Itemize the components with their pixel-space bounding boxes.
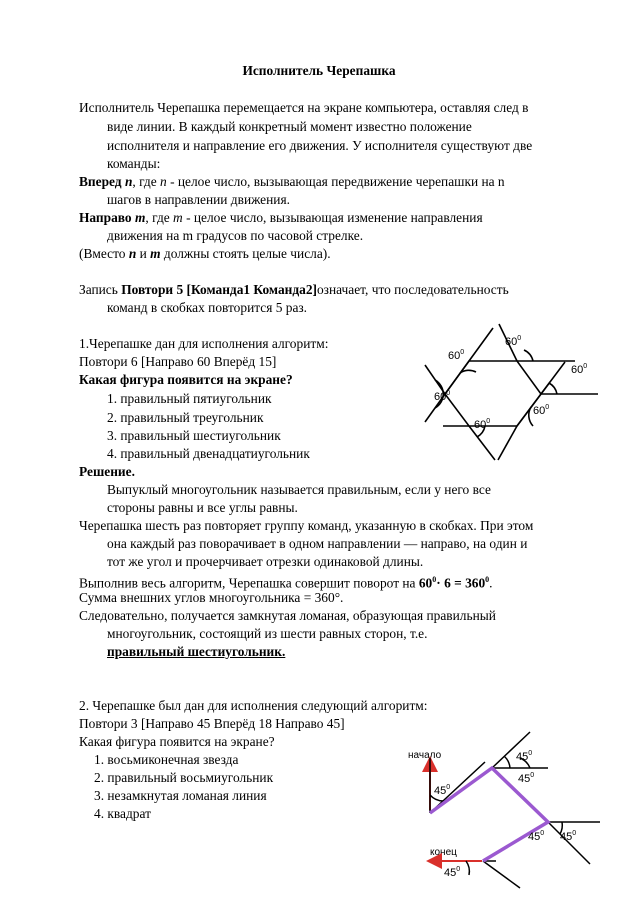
repeat-line (79, 281, 509, 299)
right-var2: m (173, 210, 183, 225)
task1-heading: 1.Черепашке дан для исполнения алгоритм: (79, 336, 329, 351)
angle-label: $60^0$ (505, 335, 522, 348)
right-rest: - целое число, вызывающая изменение направления (182, 210, 483, 225)
right-label: Направо (79, 210, 132, 225)
note-a: (Вместо (79, 246, 129, 261)
command-right (79, 209, 483, 227)
degree-mark: 0 (432, 575, 437, 584)
solution-value: · 6 = 360 (436, 575, 486, 591)
forward-rest: - целое число, вызывающая передвижение черепашки на n (166, 174, 505, 189)
note-n: n (128, 246, 137, 261)
task2-question: Какая фигура появится на экране? (79, 734, 275, 749)
task1-option: 4. правильный двенадцатиугольник (107, 446, 310, 461)
task1-algorithm: Повтори 6 [Направо 60 Вперёд 15] (79, 354, 277, 369)
solution-value: 60 (418, 575, 433, 591)
start-label: начало (408, 750, 442, 761)
repeat-bold: Повтори 5 [Команда1 Команда2] (121, 282, 317, 297)
note-line (79, 245, 331, 263)
repeat-line2: команд в скобках повторится 5 раз. (107, 300, 308, 315)
solution-line: она каждый раз поворачивает в одном направлении — направо, на один и (107, 536, 528, 551)
angle-label: $45^0$ (516, 750, 533, 763)
task1-option: 2. правильный треугольник (107, 410, 264, 425)
solution-end: . (489, 575, 493, 591)
task2-heading: 2. Черепашке был дан для исполнения следующий алгоритм: (79, 698, 428, 713)
forward-var: n (124, 174, 133, 189)
solution-line: тот же угол и прочерчивает отрезки одинаковой длины. (107, 554, 424, 569)
angle-label: $60^0$ (448, 349, 465, 362)
hexagon-shape (445, 361, 541, 426)
right-mid: , где (145, 210, 174, 225)
angle-label: $60^0$ (434, 390, 451, 403)
angle-label: $60^0$ (571, 363, 588, 376)
note-c: должны стоять целые числа). (160, 246, 331, 261)
end-label: конец (430, 847, 457, 858)
note-m: m (150, 246, 161, 261)
angle-label: $60^0$ (533, 404, 550, 417)
angle-label: $45^0$ (444, 866, 461, 879)
right-desc: движения на m градусов по часовой стрелке. (107, 228, 364, 243)
solution-answer: правильный шестиугольник. (107, 644, 286, 659)
repeat-c: означает, что последовательность (316, 282, 509, 297)
hexagon-diagram (405, 322, 605, 462)
page-title: Исполнитель Черепашка (242, 63, 396, 78)
zigzag-diagram (400, 728, 615, 893)
solution-line: Следовательно, получается замкнутая ломаная, образующая правильный (79, 608, 496, 623)
angle-label: $45^0$ (434, 784, 451, 797)
task1-option: 1. правильный пятиугольник (107, 391, 272, 406)
solution-line: Сумма внешних углов многоугольника = 360°. (79, 590, 344, 605)
angle-label: $45^0$ (528, 830, 545, 843)
note-b: и (136, 246, 151, 261)
angle-label: $45^0$ (560, 830, 577, 843)
solution-text: Выполнив весь алгоритм, Черепашка совершит поворот на (79, 575, 419, 591)
task2-algorithm: Повтори 3 [Направо 45 Вперёд 18 Направо 45] (79, 716, 345, 731)
task2-option: 3. незамкнутая ломаная линия (94, 788, 267, 803)
forward-var2: n (160, 174, 167, 189)
intro-line: виде линии. В каждый конкретный момент известно положение (107, 119, 472, 134)
forward-label: Вперед (79, 174, 122, 189)
repeat-a: Запись (79, 282, 122, 297)
solution-label: Решение. (79, 464, 135, 479)
command-forward (79, 173, 505, 191)
forward-desc: шагов в направлении движения. (107, 192, 290, 207)
task2-option: 4. квадрат (94, 806, 151, 821)
solution-line: Выпуклый многоугольник называется правильным, если у него все (107, 482, 491, 497)
task1-option: 3. правильный шестиугольник (107, 428, 281, 443)
task2-option: 2. правильный восьмиугольник (94, 770, 274, 785)
task2-option: 1. восьмиконечная звезда (94, 752, 239, 767)
intro-line: Исполнитель Черепашка перемещается на экране компьютера, оставляя след в (79, 100, 529, 115)
forward-mid: , где (132, 174, 161, 189)
solution-line: многоугольник, состоящий из шести равных сторон, т.е. (107, 626, 428, 641)
angle-label: $60^0$ (474, 418, 491, 431)
right-var: m (135, 210, 146, 225)
solution-line: Черепашка шесть раз повторяет группу команд, указанную в скобках. При этом (79, 518, 534, 533)
intro-line: исполнителя и направление его движения. У исполнителя существуют две (107, 138, 533, 153)
task1-question: Какая фигура появится на экране? (79, 372, 293, 387)
intro-line: команды: (107, 156, 161, 171)
degree-mark: 0 (485, 575, 490, 584)
solution-line: стороны равны и все углы равны. (107, 500, 298, 515)
angle-label: $45^0$ (518, 772, 535, 785)
